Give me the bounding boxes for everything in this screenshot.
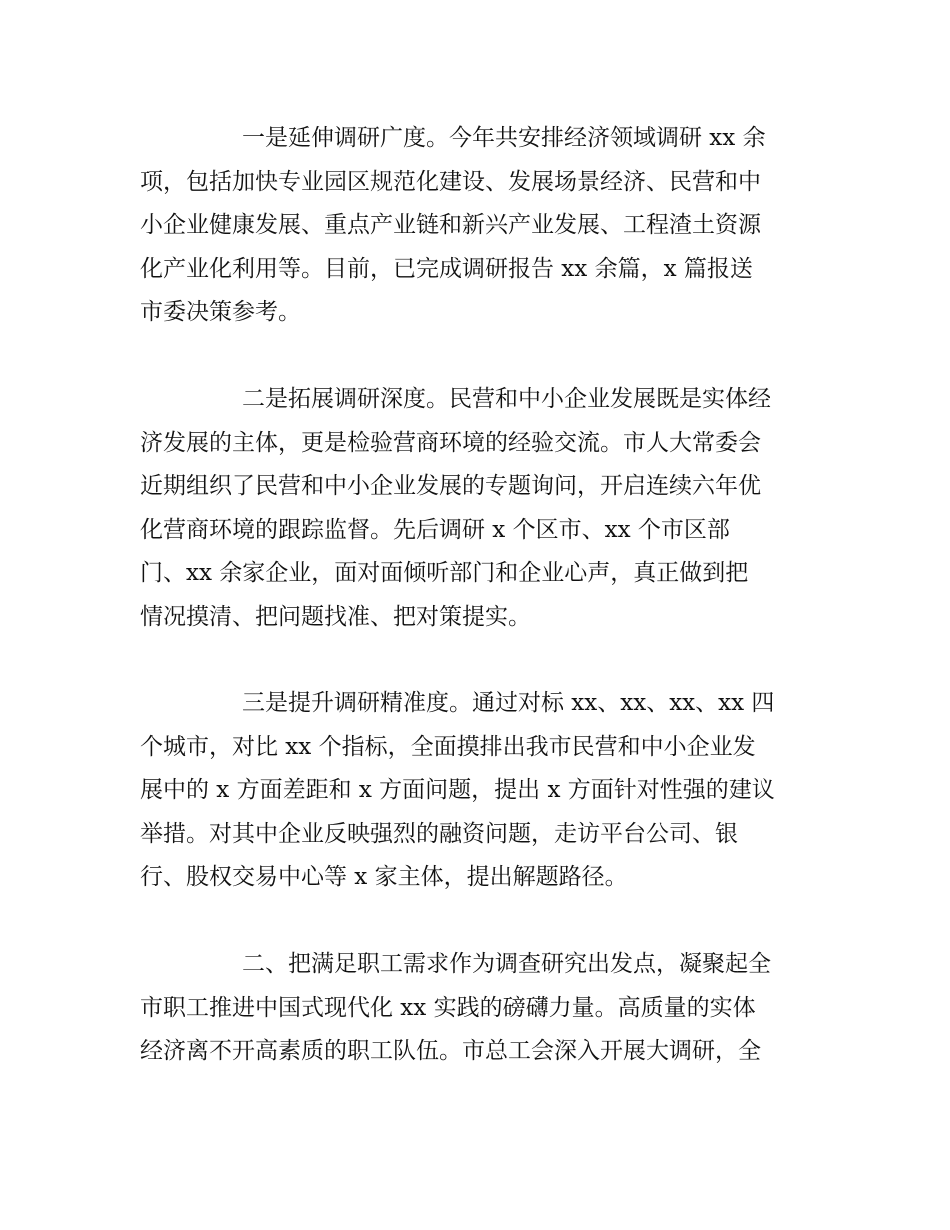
paragraph-line: 小企业健康发展、重点产业链和新兴产业发展、工程渣土资源 [140, 212, 761, 238]
paragraph-line: 二、把满足职工需求作为调查研究出发点，凝聚起全 [242, 951, 771, 977]
paragraph-line: 化产业化利用等。目前，已完成调研报告 xx 余篇，x 篇报送 [140, 255, 753, 282]
paragraph-line: 市职工推进中国式现代化 xx 实践的磅礴力量。高质量的实体 [140, 994, 756, 1021]
paragraph-line: 情况摸清、把问题找准、把对策提实。 [140, 603, 531, 630]
paragraph-research-depth [140, 378, 820, 639]
paragraph-line: 经济离不开高素质的职工队伍。市总工会深入开展大调研，全 [140, 1038, 761, 1064]
paragraph-research-breadth [140, 117, 820, 335]
paragraph-line: 展中的 x 方面差距和 x 方面问题，提出 x 方面针对性强的建议 [140, 777, 775, 803]
paragraph-line: 一是延伸调研广度。今年共安排经济领域调研 xx 余 [242, 125, 766, 151]
paragraph-line: 个城市，对比 xx 个指标，全面摸排出我市民营和中小企业发 [140, 733, 756, 760]
paragraph-research-precision [140, 682, 820, 900]
paragraph-line: 济发展的主体，更是检验营商环境的经验交流。市人大常委会 [140, 429, 761, 456]
paragraph-line: 化营商环境的跟踪监督。先后调研 x 个区市、xx 个市区部 [140, 516, 730, 543]
paragraph-line: 门、xx 余家企业，面对面倾听部门和企业心声，真正做到把 [140, 560, 749, 586]
paragraph-line: 行、股权交易中心等 x 家主体，提出解题路径。 [140, 864, 628, 890]
paragraph-line: 项，包括加快专业园区规范化建设、发展场景经济、民营和中 [140, 168, 761, 195]
paragraph-line: 举措。对其中企业反映强烈的融资问题，走访平台公司、银 [140, 820, 738, 847]
paragraph-line: 市委决策参考。 [140, 299, 301, 325]
paragraph-section-two [140, 943, 820, 1074]
paragraph-line: 二是拓展调研深度。民营和中小企业发展既是实体经 [242, 386, 771, 412]
paragraph-line: 三是提升调研精准度。通过对标 xx、xx、xx、xx 四 [242, 690, 775, 716]
paragraph-line: 近期组织了民营和中小企业发展的专题询问，开启连续六年优 [140, 473, 761, 499]
